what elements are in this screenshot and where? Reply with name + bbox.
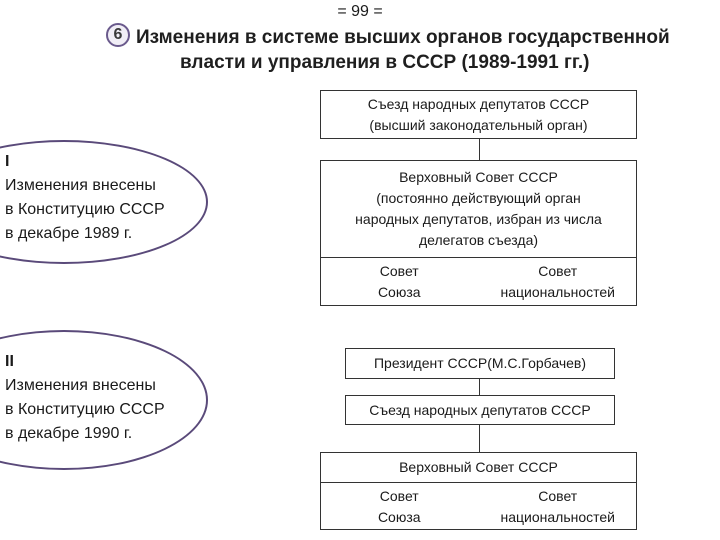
- congress-box-1989: [320, 90, 637, 139]
- chamber-nationalities-1989: [479, 261, 638, 303]
- stage-1-line-3: в декабре 1989 г.: [5, 225, 133, 242]
- chamber-union-1989-line-1: Совет: [379, 263, 419, 279]
- congress-1989-line-2: (высший законодательный орган): [369, 116, 588, 133]
- supreme-soviet-1989-line-2: (постоянно действующий орган: [376, 190, 581, 206]
- chambers-1989: [320, 257, 637, 306]
- stage-1-line-2: в Конституцию СССР: [5, 201, 165, 218]
- stage-1-text: [5, 150, 205, 246]
- stage-2-line-3: в декабре 1990 г.: [5, 425, 133, 442]
- slide-number-badge: 6: [106, 23, 130, 47]
- connector-congress-soviet-1990: [479, 425, 480, 452]
- title-line-1: Изменения в системе высших органов государственной: [136, 27, 670, 48]
- stage-2-text: [5, 350, 205, 446]
- chamber-nationalities-1989-line-1: Совет: [538, 263, 578, 279]
- stage-2-line-2: в Конституцию СССР: [5, 401, 165, 418]
- chamber-union-1989-line-2: Союза: [377, 284, 421, 300]
- supreme-soviet-1989-line-3: народных депутатов, избран из числа: [355, 211, 602, 227]
- chamber-nationalities-1989-line-2: национальностей: [500, 284, 615, 300]
- supreme-soviet-1989-line-4: делегатов съезда): [418, 232, 539, 248]
- president-box-1990: [345, 348, 615, 379]
- chamber-nationalities-1990: [479, 486, 638, 528]
- stage-1-line-1: Изменения внесены: [5, 177, 156, 194]
- congress-1990-label: Съезд народных депутатов СССР: [369, 401, 591, 418]
- chamber-union-1990-line-2: Союза: [377, 508, 421, 525]
- chamber-union-1990: [320, 486, 479, 528]
- stage-2-line-1: Изменения внесены: [5, 377, 156, 394]
- chamber-nationalities-1990-line-2: национальностей: [500, 508, 615, 525]
- connector-congress-soviet-1989: [479, 139, 480, 160]
- chamber-union-1989: [320, 261, 479, 303]
- connector-president-congress-1990: [479, 379, 480, 395]
- chamber-union-1990-line-1: Совет: [379, 487, 419, 504]
- congress-1989-line-1: Съезд народных депутатов СССР: [367, 95, 590, 112]
- supreme-soviet-1989-line-1: Верховный Совет СССР: [399, 169, 558, 185]
- supreme-soviet-1990-label: Верховный Совет СССР: [399, 459, 558, 475]
- supreme-soviet-1989-desc: [321, 161, 636, 251]
- president-1990-label: Президент СССР(М.С.Горбачев): [373, 355, 586, 371]
- page-title: [136, 25, 696, 75]
- congress-box-1990: [345, 395, 615, 425]
- chamber-nationalities-1990-line-1: Совет: [538, 487, 578, 504]
- stage-2-roman: II: [5, 353, 14, 370]
- title-line-2: власти и управления в СССР (1989-1991 гг.): [180, 52, 590, 73]
- stage-1-roman: I: [5, 153, 10, 170]
- page-number: = 99 =: [337, 3, 383, 20]
- chambers-1990: [320, 482, 637, 530]
